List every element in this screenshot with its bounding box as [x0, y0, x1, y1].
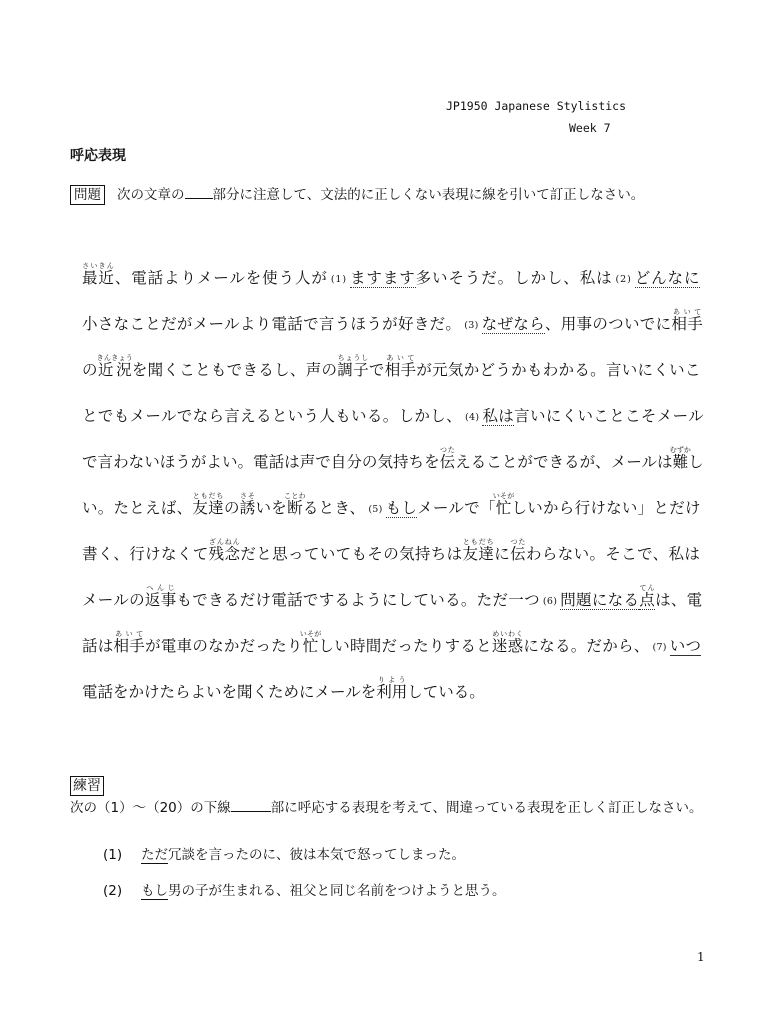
passage-line-text	[82, 255, 700, 303]
passage-line	[82, 393, 704, 439]
item-text: 冗談を言ったのに、彼は本気で怒ってしまった。	[168, 847, 465, 863]
passage-line	[82, 577, 704, 623]
passage-line-text	[82, 347, 701, 393]
passage-text: メールの	[82, 591, 145, 609]
problem-text-after: 部分に注意して、文法的に正しくない表現に線を引いて訂正しなさい。	[212, 187, 645, 203]
item-marker: (5)	[368, 504, 383, 515]
furigana: さいきん	[82, 262, 115, 270]
ruby-word	[510, 538, 527, 563]
page-number: 1	[697, 950, 705, 964]
passage-line	[82, 347, 704, 393]
passage-text: い。たとえば、	[82, 499, 193, 517]
furigana: むずか	[669, 446, 691, 454]
passage-line	[82, 669, 704, 715]
ruby-base: 利用	[376, 683, 408, 701]
ruby-word	[208, 538, 241, 563]
furigana: ざんねん	[208, 538, 241, 546]
passage-text: わらない。そこで、私は	[526, 545, 701, 563]
passage-text: しいから行けない」とだけ	[511, 499, 701, 517]
blank-underline	[185, 186, 213, 199]
item-marker: (4)	[464, 412, 480, 423]
furigana: いそが	[299, 630, 322, 638]
ruby-word	[192, 492, 224, 517]
target-expression: もし	[385, 499, 418, 517]
passage-line-text	[82, 577, 702, 625]
furigana: きんきょう	[96, 354, 134, 362]
passage-text: 言いにくいことこそメール	[514, 407, 704, 425]
problem-label: 問題	[70, 185, 105, 205]
ruby-word	[376, 676, 408, 701]
ruby-base: 調子	[337, 361, 369, 379]
furigana: あいて	[671, 308, 704, 316]
furigana: てん	[639, 584, 656, 592]
passage-line	[82, 531, 704, 577]
passage-text: になる。だから、	[523, 637, 650, 655]
ruby-base: 誘	[239, 499, 256, 517]
ruby-word	[284, 492, 306, 517]
ruby-word	[492, 492, 515, 517]
furigana: あいて	[384, 354, 417, 362]
item-marker: (1)	[330, 274, 347, 285]
exercise-text-before: 次の（1）～（20）の下線	[70, 800, 231, 816]
passage-text: 多いそうだ。しかし、私は	[415, 269, 613, 287]
ruby-word	[239, 492, 256, 517]
passage-text: 書く、行けなくて	[82, 545, 209, 563]
ruby-base: 残念	[208, 545, 241, 563]
item-number: (1)	[103, 847, 123, 863]
passage-text: し	[688, 453, 704, 471]
ruby-base: 忙	[299, 637, 322, 655]
target-expression: ますます	[350, 269, 416, 287]
ruby-word	[462, 538, 495, 563]
week-label: Week 7	[569, 121, 611, 135]
passage-line	[82, 439, 704, 485]
passage-line-text	[82, 439, 704, 485]
passage-text: の	[82, 361, 98, 379]
passage-line	[82, 255, 704, 301]
ruby-base: 難	[669, 453, 691, 471]
item-underlined: もし	[141, 883, 168, 899]
passage-text: しい時間だったりすると	[318, 637, 492, 655]
item-marker: (7)	[652, 642, 667, 653]
passage-text: 、電話よりメールを使う人が	[114, 269, 328, 287]
passage-line-text	[82, 301, 703, 349]
ruby-base: 返事	[144, 591, 177, 609]
ruby-word	[639, 584, 656, 610]
passage-text: 、用事のついでに	[544, 315, 672, 333]
target-expression: どんなに	[634, 269, 701, 287]
passage-text: を聞くこともできるし、声の	[131, 361, 338, 379]
item-marker: (2)	[615, 274, 632, 285]
furigana: りよう	[376, 676, 408, 684]
target-expression: なぜなら	[481, 315, 545, 333]
furigana: めいわく	[491, 630, 524, 638]
furigana: つた	[439, 446, 456, 454]
ruby-base: 迷惑	[491, 637, 524, 655]
passage-text: で言わないほうがよい。電話は声で自分の気持ちを	[82, 453, 440, 471]
ruby-base: 相手	[384, 361, 417, 379]
passage-text: いを	[255, 499, 288, 517]
exercise-instruction	[70, 797, 710, 819]
passage-line-text	[82, 393, 704, 441]
passage-text: えることができるが、メールは	[455, 453, 673, 471]
passage-text: で	[368, 361, 385, 379]
target-expression: 問題になる	[560, 591, 640, 609]
ruby-word	[96, 354, 134, 379]
passage-text: している。	[407, 683, 485, 701]
ruby-base: 点	[639, 591, 656, 609]
passage-text: とでもメールでなら言えるという人もいる。しかし、	[82, 407, 462, 425]
exercise-item-2	[103, 879, 506, 899]
ruby-word	[337, 354, 369, 379]
ruby-word	[669, 446, 691, 471]
ruby-word	[299, 630, 322, 655]
ruby-word	[491, 630, 524, 655]
passage-text: が電車のなかだったり	[145, 637, 303, 655]
passage-line	[82, 623, 704, 669]
passage-text: 話は	[82, 637, 114, 655]
passage-text: だと思っていてもその気持ちは	[240, 545, 463, 563]
ruby-word	[439, 446, 456, 471]
furigana: ちょうし	[337, 354, 369, 362]
item-marker: (6)	[542, 596, 558, 607]
passage-line-text	[82, 531, 700, 577]
passage-text: 電話をかけたらよいを聞くためにメールを	[82, 683, 377, 701]
passage-text: もできるだけ電話でするようにしている。ただ一つ	[176, 591, 540, 609]
exercise-label: 練習	[70, 776, 104, 796]
exercise-item-1	[103, 843, 465, 863]
ruby-base: 相手	[671, 315, 704, 333]
reading-passage	[82, 255, 704, 715]
ruby-base: 伝	[510, 545, 527, 563]
passage-line-text	[82, 623, 701, 671]
problem-text-before: 次の文章の	[117, 187, 185, 203]
furigana: さそ	[239, 492, 256, 500]
item-underlined: ただ	[141, 847, 168, 863]
passage-text: が元気かどうかもわかる。言いにくいこ	[416, 361, 701, 379]
furigana: ともだち	[462, 538, 495, 546]
passage-line	[82, 301, 704, 347]
ruby-base: 伝	[439, 453, 456, 471]
ruby-base: 忙	[492, 499, 515, 517]
ruby-word	[82, 262, 115, 287]
passage-line	[82, 485, 704, 531]
ruby-word	[144, 584, 177, 609]
item-marker: (3)	[464, 320, 479, 331]
section-title: 呼応表現	[70, 148, 126, 164]
ruby-base: 友達	[462, 545, 495, 563]
passage-line-text	[82, 669, 485, 715]
passage-line-text	[82, 485, 701, 533]
course-title: JP1950 Japanese Stylistics	[446, 99, 627, 113]
passage-text: の	[223, 499, 240, 517]
ruby-base: 相手	[113, 637, 146, 655]
target-expression: いつ	[669, 637, 702, 655]
furigana: ことわ	[284, 492, 306, 500]
furigana: ともだち	[192, 492, 224, 500]
ruby-base: 最近	[82, 269, 115, 287]
item-text: 男の子が生まれる、祖父と同じ名前をつけようと思う。	[168, 883, 506, 899]
furigana: いそが	[492, 492, 515, 500]
ruby-base: 友達	[192, 499, 224, 517]
ruby-word	[113, 630, 146, 655]
passage-text: 小さなことだがメールより電話で言うほうが好きだ。	[82, 315, 462, 333]
ruby-base: 断	[284, 499, 306, 517]
exercise-text-after: 部に呼応する表現を考えて、間違っている表現を正しく訂正しなさい。	[270, 800, 703, 816]
ruby-base: 近況	[96, 361, 134, 379]
passage-text: るとき、	[302, 499, 366, 517]
blank-underline	[231, 799, 271, 812]
target-expression: 私は	[482, 407, 515, 425]
passage-text: は、電	[655, 591, 703, 609]
exercise-heading	[70, 776, 104, 796]
furigana: へんじ	[144, 584, 177, 592]
item-number: (2)	[103, 883, 123, 899]
problem-instruction	[70, 183, 710, 207]
furigana: つた	[510, 538, 527, 546]
ruby-word	[384, 354, 417, 379]
passage-text: に	[494, 545, 511, 563]
passage-text: メールで「	[417, 499, 496, 517]
ruby-word	[671, 308, 704, 333]
furigana: あいて	[113, 630, 146, 638]
